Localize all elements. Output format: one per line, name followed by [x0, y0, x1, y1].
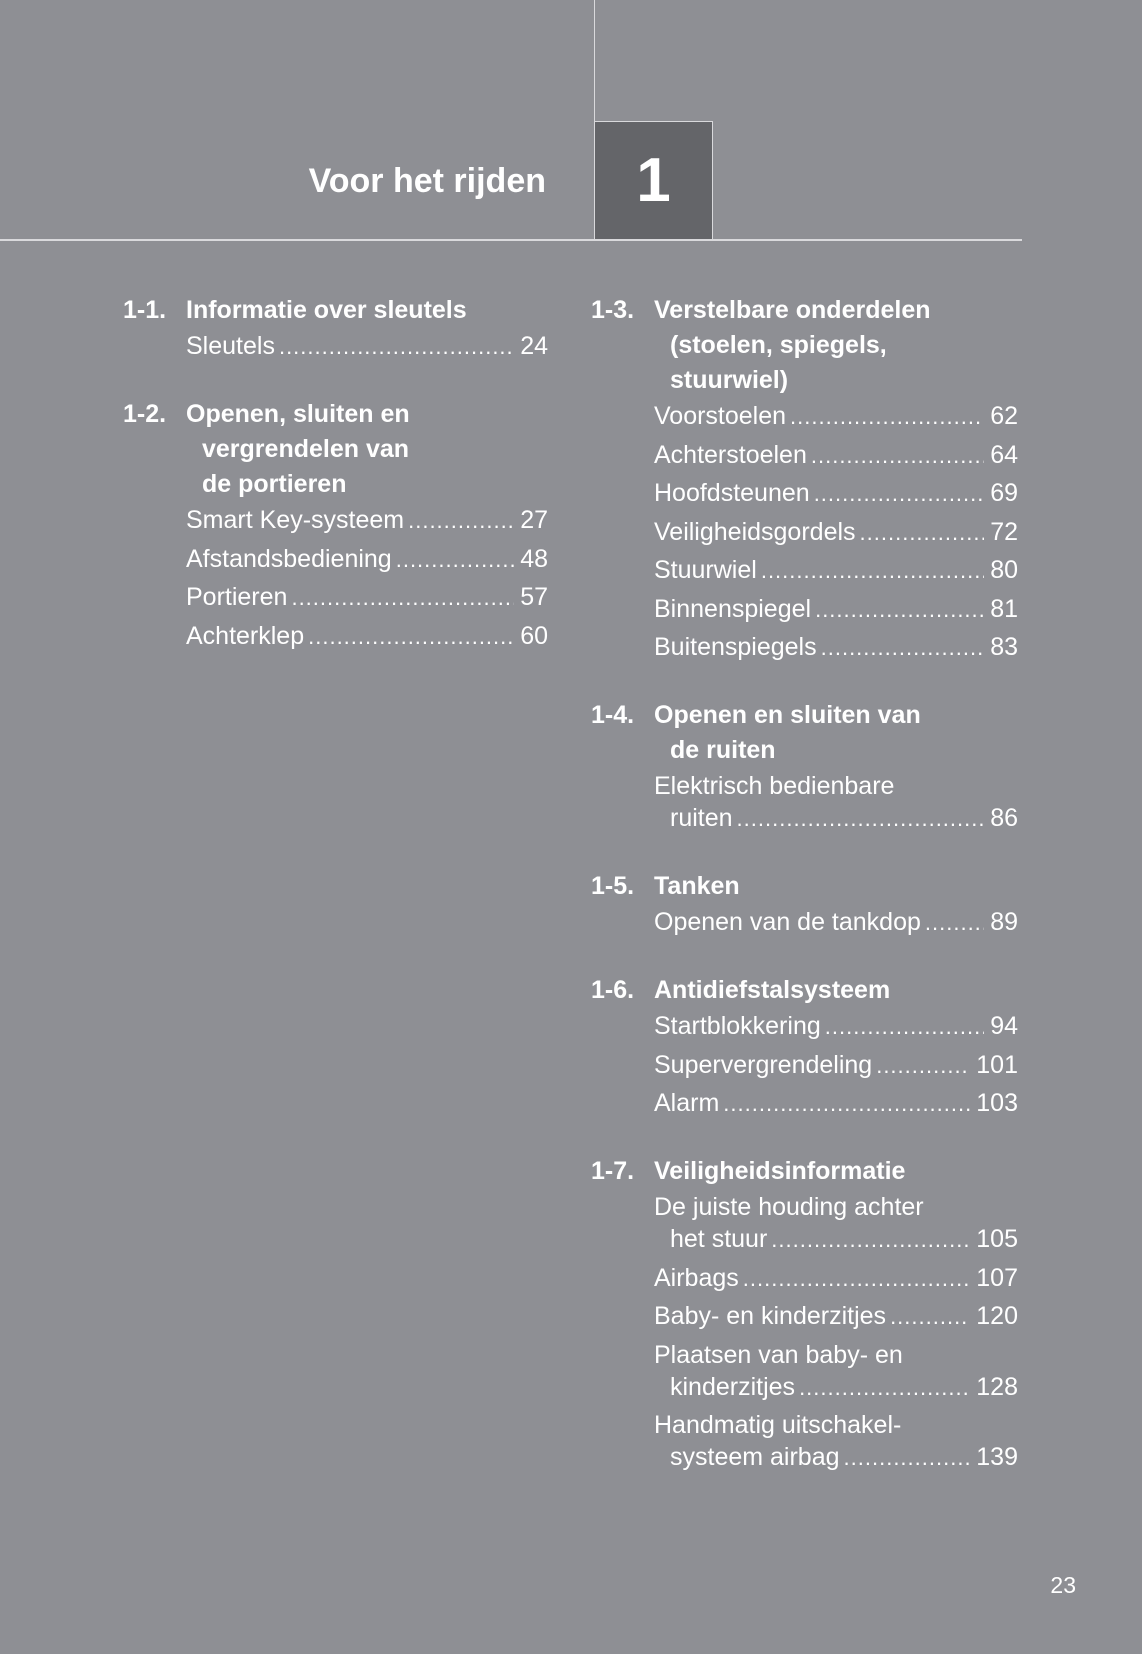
entry-page: 83 — [990, 633, 1018, 661]
toc-entry[interactable] — [654, 593, 1018, 626]
toc-section — [591, 1154, 1018, 1474]
entry-page: 81 — [990, 594, 1018, 623]
entry-title: Binnenspiegel — [654, 594, 812, 623]
section-number: 1-3. — [591, 296, 635, 324]
section-title-line: vergrendelen van — [202, 435, 410, 463]
chapter-number-tab — [594, 121, 713, 239]
section-title-line: Antidiefstalsysteem — [654, 976, 891, 1004]
chapter-title: Voor het rijden — [308, 162, 546, 200]
section-title — [654, 869, 1018, 904]
entry-page: 72 — [990, 517, 1018, 546]
entry-title: systeem airbag — [670, 1443, 840, 1471]
toc-section — [591, 698, 1018, 835]
toc-entry[interactable] — [654, 477, 1018, 510]
entry-page: 139 — [976, 1443, 1018, 1471]
entry-page: 80 — [990, 556, 1018, 584]
entry-page: 89 — [990, 908, 1018, 936]
leader-dots — [825, 1011, 984, 1043]
section-number: 1-7. — [591, 1157, 635, 1185]
entry-title: Afstandsbediening — [186, 544, 392, 573]
section-heading[interactable] — [123, 293, 548, 328]
entry-page: 69 — [990, 479, 1018, 507]
toc-section — [591, 869, 1018, 939]
leader-dots — [743, 1263, 971, 1295]
section-title-line: Openen, sluiten en — [186, 400, 410, 428]
toc-entry[interactable] — [654, 631, 1018, 664]
section-title-line: Tanken — [654, 872, 740, 900]
entry-page: 86 — [990, 804, 1018, 832]
leader-dots — [844, 1442, 971, 1474]
section-number: 1-4. — [591, 701, 635, 729]
toc-entry[interactable] — [654, 1339, 1018, 1404]
section-title — [654, 1154, 1018, 1189]
page-number: 23 — [1050, 1572, 1076, 1598]
leader-dots — [308, 621, 514, 653]
leader-dots — [876, 1050, 970, 1082]
toc-section — [591, 293, 1018, 664]
entry-title: ruiten — [670, 804, 733, 832]
toc-entry[interactable] — [186, 581, 548, 614]
toc-entry[interactable] — [654, 1300, 1018, 1333]
entry-title: Elektrisch bedienbare — [654, 772, 895, 800]
entry-title: De juiste houding achter — [654, 1193, 924, 1221]
leader-dots — [811, 440, 984, 472]
toc-section — [123, 293, 548, 363]
entry-page: 94 — [990, 1012, 1018, 1040]
toc-entry[interactable] — [654, 1087, 1018, 1120]
entry-title: Sleutels — [186, 332, 275, 360]
entry-page: 48 — [520, 544, 548, 573]
entry-title: Smart Key-systeem — [186, 506, 405, 534]
toc-left-column — [123, 293, 548, 687]
toc-entry[interactable] — [654, 516, 1018, 549]
leader-dots — [723, 1088, 970, 1120]
entry-page: 60 — [520, 621, 548, 650]
toc-entry[interactable] — [654, 1049, 1018, 1082]
entry-title: Portieren — [186, 583, 288, 611]
entry-page: 103 — [976, 1089, 1018, 1117]
leader-dots — [890, 1301, 970, 1333]
toc-entry[interactable] — [654, 554, 1018, 587]
section-title — [654, 698, 1018, 768]
entry-page: 24 — [520, 332, 548, 360]
toc-entry[interactable] — [654, 1262, 1018, 1295]
entry-title: Veiligheidsgordels — [654, 517, 856, 546]
toc-entry[interactable] — [654, 1191, 1018, 1256]
section-title-line: Veiligheidsinformatie — [654, 1157, 906, 1185]
entry-title: Supervergrendeling — [654, 1050, 873, 1079]
entry-page: 105 — [976, 1225, 1018, 1253]
leader-dots — [799, 1372, 970, 1404]
section-number: 1-2. — [123, 400, 167, 428]
leader-dots — [860, 517, 985, 549]
entry-title: Achterstoelen — [654, 440, 807, 469]
toc-entry[interactable] — [186, 543, 548, 576]
entry-title: Airbags — [654, 1263, 739, 1292]
section-title-line: stuurwiel) — [670, 366, 789, 394]
section-heading[interactable] — [591, 293, 1018, 398]
section-title — [654, 293, 1018, 398]
section-title-line: (stoelen, spiegels, — [670, 331, 887, 359]
header-divider — [0, 239, 1022, 241]
entry-page: 120 — [976, 1302, 1018, 1330]
leader-dots — [408, 505, 514, 537]
entry-title: Plaatsen van baby- en — [654, 1340, 903, 1369]
section-heading[interactable] — [591, 869, 1018, 904]
section-heading[interactable] — [591, 973, 1018, 1008]
section-title — [186, 293, 548, 328]
leader-dots — [821, 632, 985, 664]
leader-dots — [279, 331, 514, 363]
toc-entry[interactable] — [654, 906, 1018, 939]
entry-title: het stuur — [670, 1225, 768, 1253]
toc-entry[interactable] — [654, 770, 1018, 835]
leader-dots — [815, 594, 984, 626]
entry-title: Hoofdsteunen — [654, 479, 810, 507]
section-title — [654, 973, 1018, 1008]
section-title-line: Informatie over sleutels — [186, 296, 467, 324]
section-number: 1-6. — [591, 976, 635, 1004]
toc-section — [123, 397, 548, 653]
entry-page: 27 — [520, 506, 548, 534]
toc-entry[interactable] — [654, 439, 1018, 472]
entry-title: Buitenspiegels — [654, 633, 817, 661]
chapter-number: 1 — [636, 146, 671, 215]
entry-page: 128 — [976, 1372, 1018, 1401]
leader-dots — [925, 907, 984, 939]
toc-entry[interactable] — [186, 330, 548, 363]
leader-dots — [761, 555, 984, 587]
entry-page: 62 — [990, 402, 1018, 430]
toc-entry[interactable] — [654, 1010, 1018, 1043]
section-title — [186, 397, 548, 502]
entry-title: Voorstoelen — [654, 402, 787, 430]
toc-entry[interactable] — [654, 1409, 1018, 1474]
entry-title: Stuurwiel — [654, 556, 757, 584]
section-heading[interactable] — [591, 1154, 1018, 1189]
entry-title: Baby- en kinderzitjes — [654, 1302, 887, 1330]
entry-title: Openen van de tankdop — [654, 908, 921, 936]
section-heading[interactable] — [591, 698, 1018, 768]
section-title-line: de portieren — [202, 470, 347, 498]
entry-page: 57 — [520, 583, 548, 611]
entry-page: 107 — [976, 1263, 1018, 1292]
section-number: 1-1. — [123, 296, 167, 324]
section-title-line: Openen en sluiten van — [654, 701, 921, 729]
entry-page: 64 — [990, 440, 1018, 469]
entry-title: Startblokkering — [654, 1012, 821, 1040]
section-title-line: Verstelbare onderdelen — [654, 296, 931, 324]
leader-dots — [396, 544, 514, 576]
entry-title: kinderzitjes — [670, 1372, 796, 1401]
entry-page: 101 — [976, 1050, 1018, 1079]
leader-dots — [291, 582, 514, 614]
toc-right-column — [591, 293, 1018, 1508]
leader-dots — [737, 803, 985, 835]
leader-dots — [771, 1224, 970, 1256]
leader-dots — [790, 401, 984, 433]
toc-section — [591, 973, 1018, 1120]
entry-title: Alarm — [654, 1089, 720, 1117]
entry-title: Handmatig uitschakel- — [654, 1411, 902, 1439]
entry-title: Achterklep — [186, 621, 305, 650]
toc-entry[interactable] — [654, 400, 1018, 433]
toc-entry[interactable] — [186, 504, 548, 537]
section-title-line: de ruiten — [670, 736, 776, 764]
section-heading[interactable] — [123, 397, 548, 502]
header-vertical-rule — [594, 0, 595, 122]
leader-dots — [814, 478, 985, 510]
toc-entry[interactable] — [186, 620, 548, 653]
section-number: 1-5. — [591, 872, 635, 900]
